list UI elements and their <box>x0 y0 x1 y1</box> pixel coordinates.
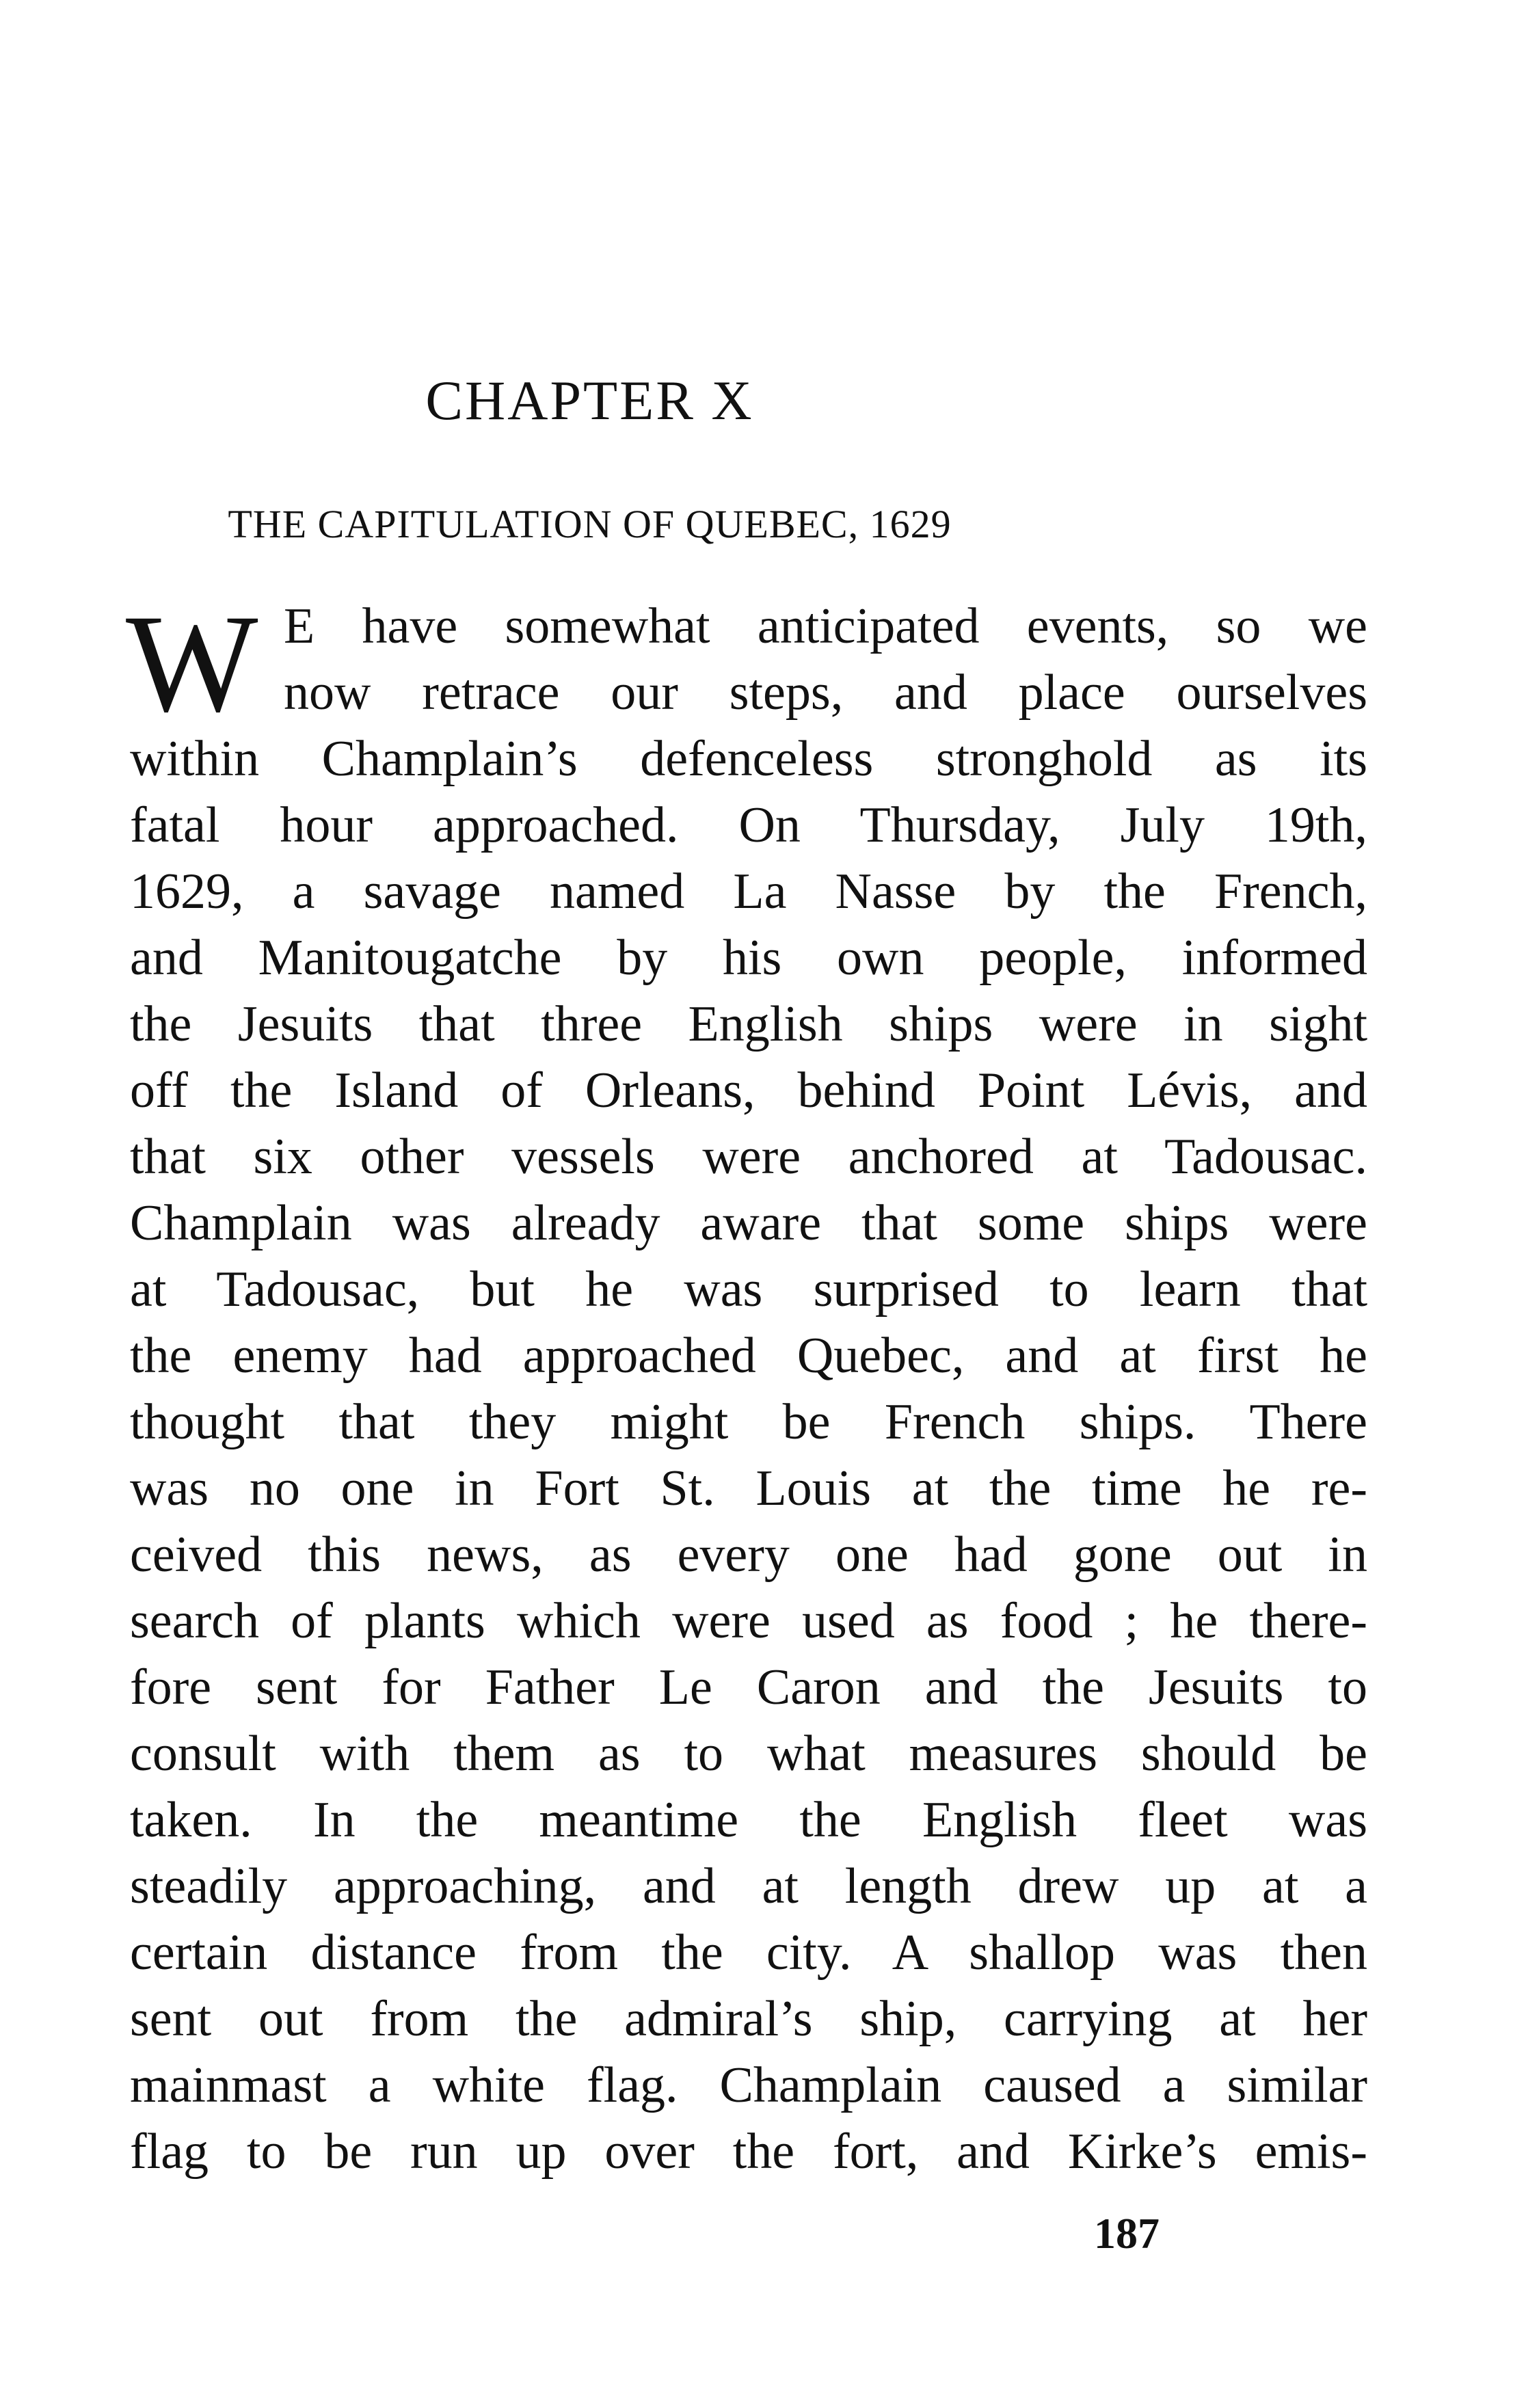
text-line: Champlain was already aware that some ships were <box>130 1195 1367 1251</box>
body-text <box>126 586 1367 2185</box>
text-line: 1629, a savage named La Nasse by the French, <box>130 864 1367 920</box>
chapter-title: THE CAPITULATION OF QUEBEC, 1629 <box>228 502 952 546</box>
text-line: fatal hour approached. On Thursday, July 19th, <box>130 797 1367 853</box>
text-line: and Manitougatche by his own people, informed <box>130 930 1367 986</box>
text-line: E have somewhat anticipated events, so we <box>284 598 1367 654</box>
chapter-heading: CHAPTER X <box>425 369 754 431</box>
text-line: mainmast a white flag. Champlain caused a similar <box>130 2057 1367 2113</box>
text-line: certain distance from the city. A shallop was then <box>130 1925 1367 1981</box>
text-line: fore sent for Father Le Caron and the Jesuits to <box>130 1659 1367 1715</box>
text-line: flag to be run up over the fort, and Kirke’s emis- <box>130 2124 1367 2180</box>
text-line: consult with them as to what measures should be <box>130 1726 1367 1782</box>
text-line: now retrace our steps, and place ourselves <box>284 665 1367 721</box>
text-line: within Champlain’s defenceless stronghold as its <box>130 731 1367 787</box>
drop-cap: W <box>126 586 258 741</box>
page-number: 187 <box>1094 2209 1160 2258</box>
text-line: off the Island of Orleans, behind Point Lévis, and <box>130 1062 1367 1119</box>
text-line: was no one in Fort St. Louis at the time he re- <box>130 1460 1367 1516</box>
text-line: at Tadousac, but he was surprised to learn that <box>130 1261 1367 1317</box>
text-line: that six other vessels were anchored at Tadousac. <box>130 1129 1367 1185</box>
text-line: search of plants which were used as food ; he there- <box>130 1593 1367 1649</box>
text-line: steadily approaching, and at length drew up at a <box>130 1858 1367 1914</box>
text-line: thought that they might be French ships. There <box>130 1394 1367 1450</box>
text-line: the Jesuits that three English ships were in sight <box>130 996 1367 1052</box>
text-line: sent out from the admiral’s ship, carrying at her <box>130 1991 1367 2047</box>
text-line: ceived this news, as every one had gone out in <box>130 1527 1367 1583</box>
text-line: taken. In the meantime the English fleet was <box>130 1792 1367 1848</box>
text-line: the enemy had approached Quebec, and at first he <box>130 1328 1367 1384</box>
